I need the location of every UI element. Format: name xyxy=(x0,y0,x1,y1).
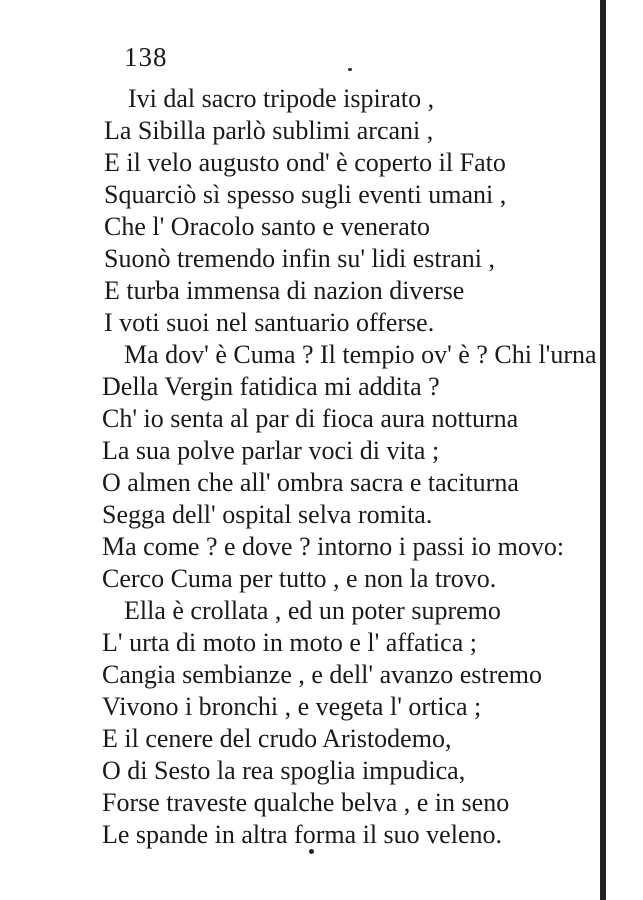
verse-line: Ma dov' è Cuma ? Il tempio ov' è ? Chi l'urna xyxy=(124,340,597,369)
verse-line: Suonò tremendo infin su' lidi estrani , xyxy=(104,244,496,273)
verse-line: Le spande in altra forma il suo veleno. xyxy=(102,820,502,849)
ink-speck xyxy=(348,68,352,71)
verse-line: L' urta di moto in moto e l' affatica ; xyxy=(102,628,477,657)
verse-line: E il cenere del crudo Aristodemo, xyxy=(102,724,452,753)
verse-line: I voti suoi nel santuario offerse. xyxy=(104,308,435,337)
verse-line: Cangia sembianze , e dell' avanzo estremo xyxy=(102,660,543,689)
verse-line: Cerco Cuma per tutto , e non la trovo. xyxy=(102,564,497,593)
verse-line: La Sibilla parlò sublimi arcani , xyxy=(104,116,434,145)
verse-line: Vivono i bronchi , e vegeta l' ortica ; xyxy=(102,692,482,721)
verse-line: Ivi dal sacro tripode ispirato , xyxy=(128,84,435,113)
verse-line: Della Vergin fatidica mi addita ? xyxy=(102,372,440,401)
verse-line: Ch' io senta al par di fioca aura notturna xyxy=(102,404,519,433)
page-number: 138 xyxy=(124,42,168,72)
ink-speck xyxy=(309,849,314,854)
verse-line: Squarciò sì spesso sugli eventi umani , xyxy=(104,180,507,209)
verse-line: Forse traveste qualche belva , e in seno xyxy=(102,788,510,817)
verse-line: O di Sesto la rea spoglia impudica, xyxy=(102,756,466,785)
verse-line: La sua polve parlar voci di vita ; xyxy=(102,436,440,465)
verse-line: Segga dell' ospital selva romita. xyxy=(102,500,433,529)
verse-line: E turba immensa di nazion diverse xyxy=(104,276,465,305)
verse-line: E il velo augusto ond' è coperto il Fato xyxy=(104,148,506,177)
page-edge-shadow xyxy=(600,0,606,900)
verse-line: Ella è crollata , ed un poter supremo xyxy=(124,596,501,625)
verse-line: Ma come ? e dove ? intorno i passi io movo: xyxy=(102,532,565,561)
verse-line: O almen che all' ombra sacra e taciturna xyxy=(102,468,519,497)
verse-line: Che l' Oracolo santo e venerato xyxy=(104,212,430,241)
